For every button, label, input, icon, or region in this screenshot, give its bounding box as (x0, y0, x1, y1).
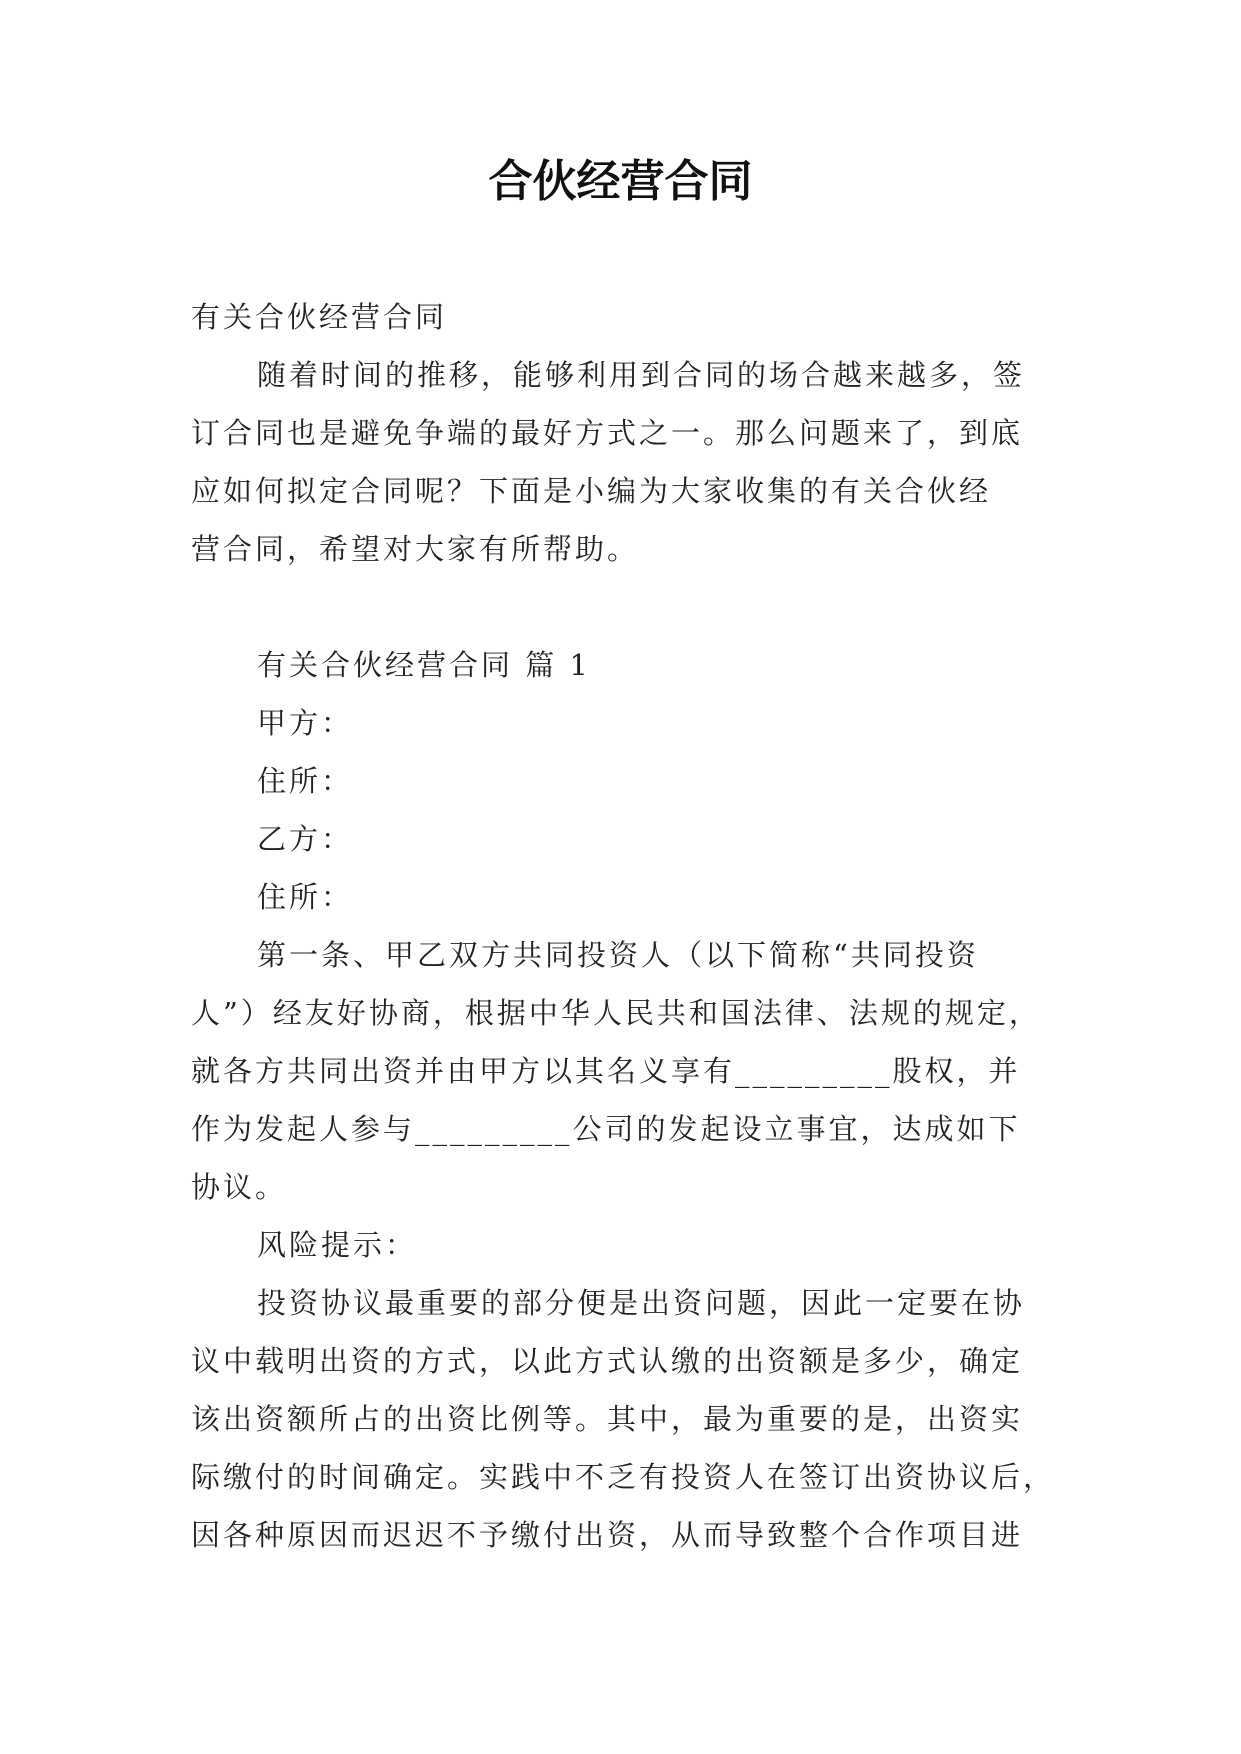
intro-paragraph-line: 应如何拟定合同呢？下面是小编为大家收集的有关合伙经 (191, 474, 992, 508)
intro-paragraph-line: 订合同也是避免争端的最好方式之一。那么问题来了，到底 (191, 416, 1024, 450)
intro-paragraph-line: 营合同，希望对大家有所帮助。 (191, 532, 640, 566)
risk-note-line: 该出资额所占的出资比例等。其中，最为重要的是，出资实 (191, 1402, 1024, 1436)
intro-heading: 有关合伙经营合同 (191, 300, 448, 334)
risk-note-line: 因各种原因而迟迟不予缴付出资，从而导致整个合作项目进 (191, 1518, 1024, 1552)
spacer (191, 578, 1053, 636)
article-one-line: 第一条、甲乙双方共同投资人（以下简称“共同投资 (257, 938, 979, 972)
risk-note-line: 际缴付的时间确定。实践中不乏有投资人在签订出资协议后， (191, 1460, 1056, 1494)
intro-paragraph-line: 随着时间的推移，能够利用到合同的场合越来越多，签 (257, 358, 1026, 392)
party-b-label: 乙方： (257, 822, 354, 856)
document-body (191, 288, 1056, 1564)
risk-note-line: 议中载明出资的方式，以此方式认缴的出资额是多少，确定 (191, 1344, 1024, 1378)
article-one-line: 人”）经友好协商，根据中华人民共和国法律、法规的规定， (191, 996, 1041, 1030)
section-heading: 有关合伙经营合同 篇 1 (257, 648, 591, 682)
party-a-address-label: 住所： (257, 764, 354, 798)
article-one-line: 就各方共同出资并由甲方以其名义享有_________股权，并 (191, 1054, 1021, 1088)
party-a-label: 甲方： (257, 706, 354, 740)
risk-note-line: 投资协议最重要的部分便是出资问题，因此一定要在协 (257, 1286, 1026, 1320)
party-b-address-label: 住所： (257, 880, 354, 914)
document-title: 合伙经营合同 (488, 156, 753, 207)
article-one-line: 作为发起人参与_________公司的发起设立事宜，达成如下 (191, 1112, 1021, 1146)
risk-note-heading: 风险提示： (257, 1228, 418, 1262)
article-one-line: 协议。 (191, 1170, 288, 1204)
